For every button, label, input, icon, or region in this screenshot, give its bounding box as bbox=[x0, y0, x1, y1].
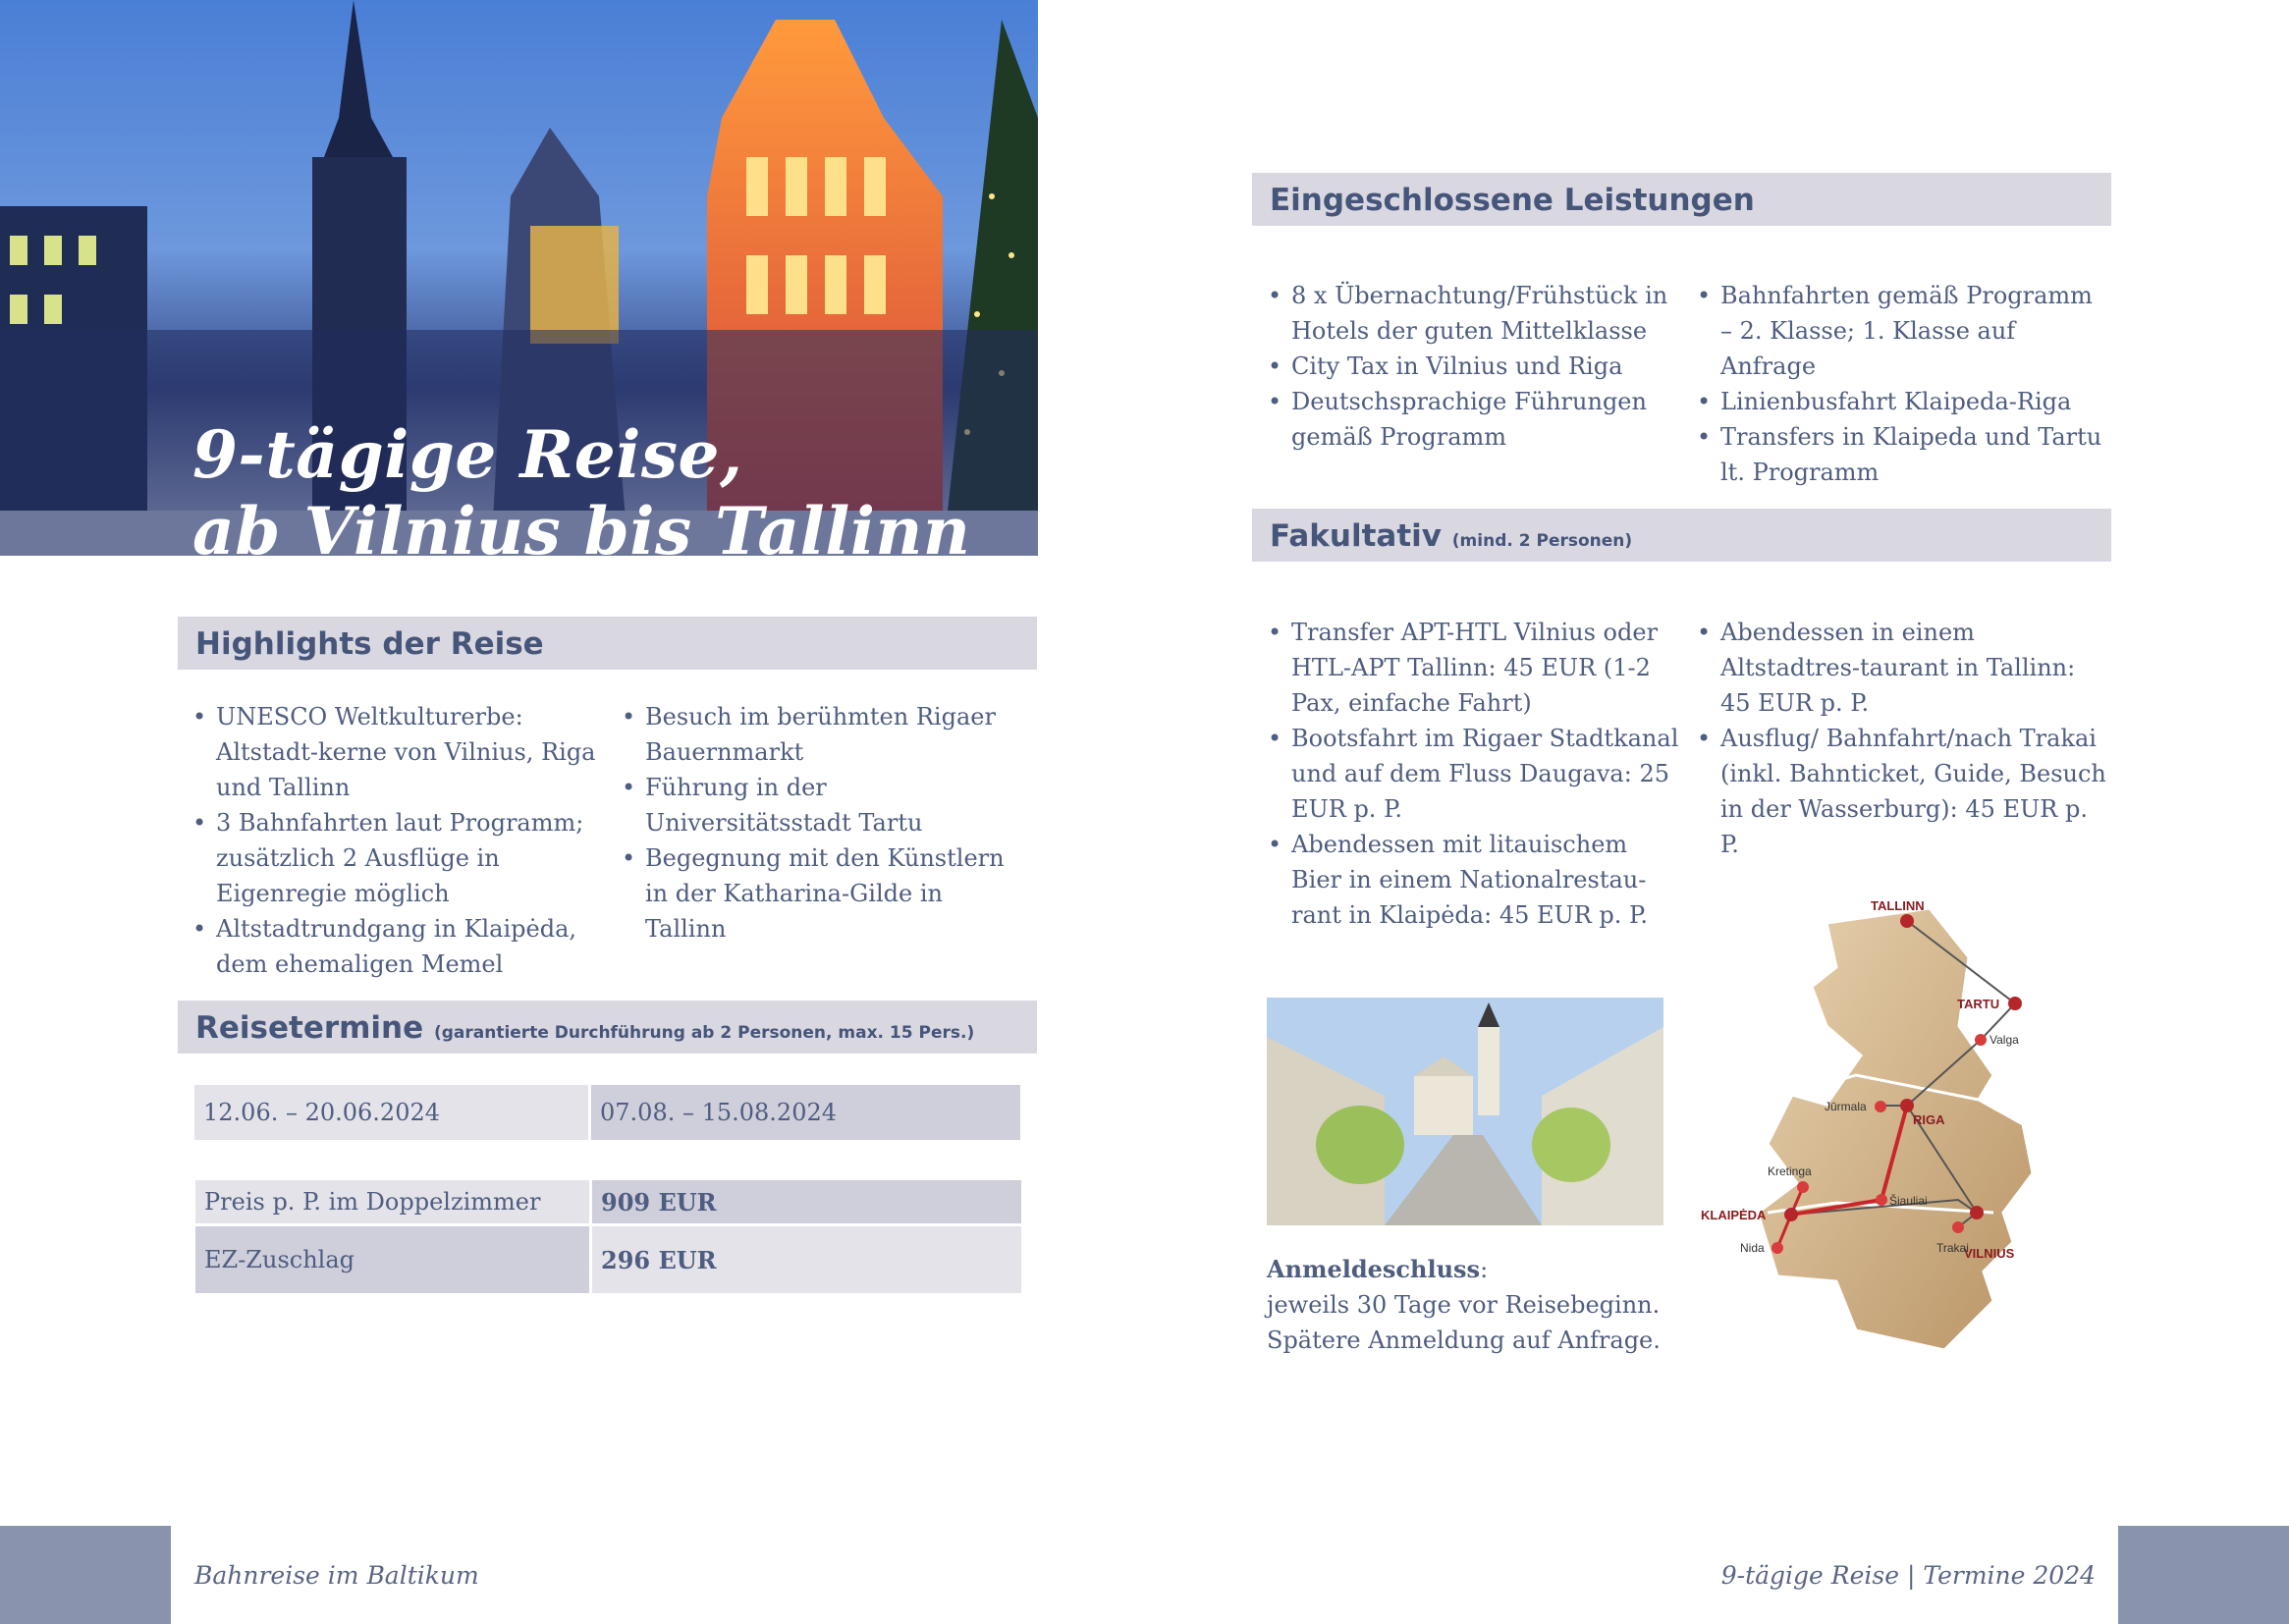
table-row bbox=[194, 1085, 1020, 1140]
table-row bbox=[195, 1180, 1021, 1223]
optional-list-col2 bbox=[1697, 615, 2109, 862]
footer-left-text: Bahnreise im Baltikum bbox=[194, 1561, 479, 1590]
footer-right-block bbox=[2118, 1526, 2289, 1624]
price-value-double: 909 EUR bbox=[592, 1180, 1021, 1223]
map-label-nida: Nida bbox=[1740, 1241, 1765, 1255]
map-label-tartu: TARTU bbox=[1957, 997, 2000, 1011]
price-value-single: 296 EUR bbox=[592, 1226, 1021, 1293]
list-item: • Bahnfahrten gemäß Programm – 2. Klasse; 1. Klasse auf Anfrage bbox=[1697, 278, 2109, 384]
map-label-vilnius: VILNIUS bbox=[1964, 1246, 2015, 1261]
price-label-single: EZ-Zuschlag bbox=[195, 1226, 589, 1293]
baltic-route-map bbox=[1699, 889, 2111, 1360]
included-list-col2 bbox=[1697, 278, 2109, 490]
kretinga-marker bbox=[1797, 1181, 1809, 1193]
list-item: • Führung in der Universitätsstadt Tartu bbox=[622, 770, 1024, 840]
dates-header bbox=[178, 1001, 1037, 1054]
price-table bbox=[192, 1177, 1024, 1296]
list-item: • Deutschsprachige Führungen gemäß Programm bbox=[1268, 384, 1680, 455]
hero-title-line-1: 9-tägige Reise, bbox=[192, 416, 743, 493]
footer-right-text: 9-tägige Reise | Termine 2024 bbox=[1720, 1561, 2096, 1590]
included-header bbox=[1252, 173, 2111, 226]
map-label-siauliai: Šiauliai bbox=[1889, 1194, 1928, 1208]
map-label-kretinga: Kretinga bbox=[1768, 1164, 1812, 1178]
hero-title-line-2: ab Vilnius bis Tallinn bbox=[192, 493, 971, 556]
hero-photo bbox=[0, 0, 1038, 556]
registration-line-2: Spätere Anmeldung auf Anfrage. bbox=[1267, 1326, 1661, 1354]
tallinn-marker bbox=[1900, 914, 1914, 928]
registration-block bbox=[1267, 1252, 1661, 1358]
list-item: • 8 x Übernachtung/Frühstück in Hotels der guten Mittelklasse bbox=[1268, 278, 1680, 349]
included-heading: Eingeschlossene Leistungen bbox=[1270, 183, 1755, 218]
date-cell-2: 07.08. – 15.08.2024 bbox=[591, 1085, 1020, 1140]
siauliai-marker bbox=[1876, 1194, 1887, 1206]
map-label-trakai: Trakai bbox=[1936, 1241, 1969, 1255]
optional-heading bbox=[1270, 518, 1632, 554]
optional-header bbox=[1252, 509, 2111, 562]
list-item: • UNESCO Weltkulturerbe: Altstadt-kerne von Vilnius, Riga und Tallinn bbox=[192, 699, 605, 805]
registration-line-1: jeweils 30 Tage vor Reisebeginn. bbox=[1267, 1291, 1661, 1319]
registration-label-line: Anmeldeschluss: bbox=[1267, 1255, 1489, 1283]
list-item: • Bootsfahrt im Rigaer Stadtkanal und auf dem Fluss Daugava: 25 EUR p. P. bbox=[1268, 721, 1680, 827]
list-item: • Transfers in Klaipeda und Tartu lt. Programm bbox=[1697, 419, 2109, 490]
price-label-double: Preis p. P. im Doppelzimmer bbox=[195, 1180, 589, 1223]
baltic-states-shape bbox=[1758, 908, 2033, 1350]
list-item: • Besuch im berühmten Rigaer Bauernmarkt bbox=[622, 699, 1024, 770]
vilnius-cathedral-street-image bbox=[1267, 998, 1663, 1225]
riga-marker bbox=[1900, 1099, 1914, 1112]
hero-title bbox=[192, 416, 970, 556]
highlights-header bbox=[178, 617, 1037, 670]
optional-heading-title: Fakultativ bbox=[1270, 518, 1442, 554]
tartu-marker bbox=[2008, 997, 2022, 1010]
list-item: • Abendessen in einem Altstadtres-taurant in Tallinn: 45 EUR p. P. bbox=[1697, 615, 2109, 721]
jurmala-marker bbox=[1875, 1101, 1886, 1112]
highlights-list-col1 bbox=[192, 699, 605, 982]
vilnius-street-photo bbox=[1267, 998, 1663, 1225]
date-cell-1: 12.06. – 20.06.2024 bbox=[194, 1085, 588, 1140]
list-item: • Altstadtrundgang in Klaipėda, dem ehemaligen Memel bbox=[192, 911, 605, 982]
dates-table bbox=[191, 1082, 1023, 1143]
optional-list-col1 bbox=[1268, 615, 1680, 933]
dates-heading-note: (garantierte Durchführung ab 2 Personen, max. 15 Pers.) bbox=[433, 1023, 975, 1043]
table-row bbox=[195, 1226, 1021, 1293]
klaipeda-marker bbox=[1784, 1208, 1798, 1221]
nida-marker bbox=[1771, 1242, 1783, 1254]
list-item: • Transfer APT-HTL Vilnius oder HTL-APT Tallinn: 45 EUR (1-2 Pax, einfache Fahrt) bbox=[1268, 615, 1680, 721]
list-item: • City Tax in Vilnius und Riga bbox=[1268, 349, 1680, 384]
map-label-jurmala: Jūrmala bbox=[1825, 1100, 1867, 1113]
list-item: • Abendessen mit litauischem Bier in einem Nationalrestau-rant in Klaipėda: 45 EUR p. P. bbox=[1268, 827, 1680, 933]
list-item: • Linienbusfahrt Klaipeda-Riga bbox=[1697, 384, 2109, 419]
highlights-list-col2 bbox=[622, 699, 1024, 947]
valga-marker bbox=[1975, 1034, 1987, 1046]
dates-heading-title: Reisetermine bbox=[195, 1010, 424, 1046]
list-item: • Begegnung mit den Künstlern in der Katharina-Gilde in Tallinn bbox=[622, 840, 1024, 947]
highlights-heading: Highlights der Reise bbox=[195, 626, 544, 662]
map-label-klaipeda: KLAIPĖDA bbox=[1701, 1208, 1767, 1222]
trakai-marker bbox=[1952, 1221, 1964, 1233]
map-label-tallinn: TALLINN bbox=[1871, 898, 1925, 913]
dates-heading bbox=[195, 1010, 974, 1046]
footer-left-block bbox=[0, 1526, 171, 1624]
map-label-valga: Valga bbox=[1989, 1033, 2019, 1047]
vilnius-marker bbox=[1970, 1206, 1984, 1219]
list-item: • Ausflug/ Bahnfahrt/nach Trakai (inkl. Bahnticket, Guide, Besuch in der Wasserburg): 45 EUR p. P. bbox=[1697, 721, 2109, 862]
registration-label: Anmeldeschluss bbox=[1267, 1255, 1481, 1283]
map-label-riga: RIGA bbox=[1913, 1112, 1945, 1127]
list-item: • 3 Bahnfahrten laut Programm; zusätzlich 2 Ausflüge in Eigenregie möglich bbox=[192, 805, 605, 911]
optional-heading-note: (mind. 2 Personen) bbox=[1451, 531, 1633, 551]
included-list-col1 bbox=[1268, 278, 1680, 455]
